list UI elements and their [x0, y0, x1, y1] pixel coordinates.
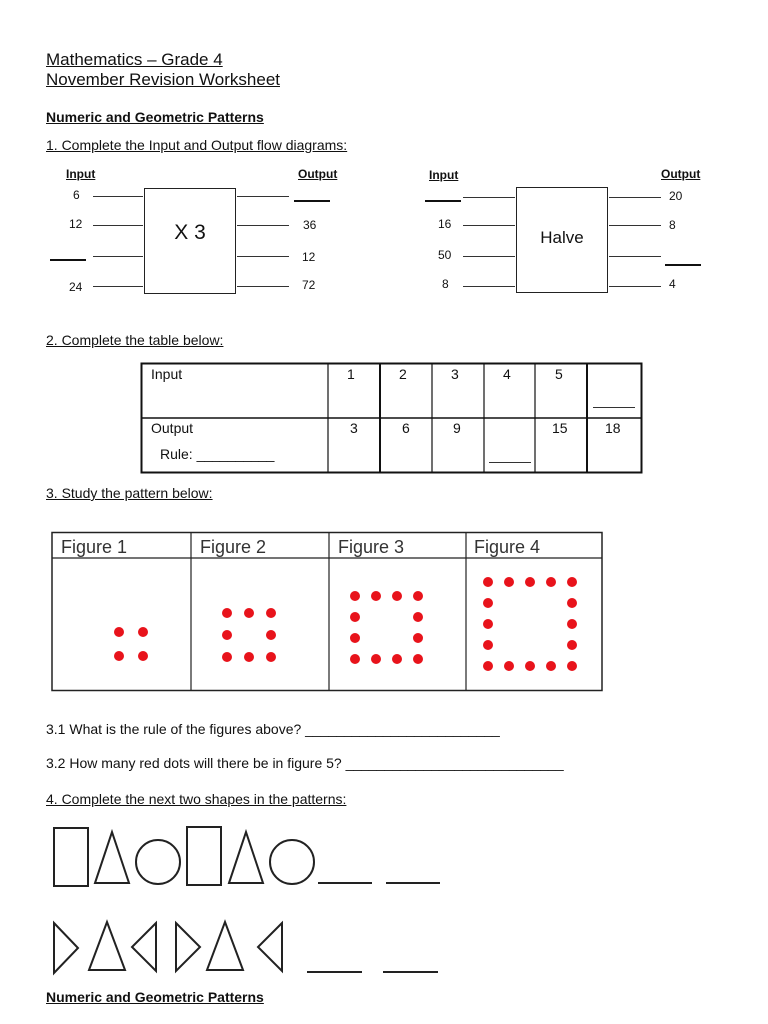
red-dot-figure-4 [483, 640, 493, 650]
red-dot-figure-4 [483, 619, 493, 629]
table-cell: 3 [350, 420, 358, 436]
red-dot-figure-2 [222, 652, 232, 662]
output-label: Output [661, 167, 701, 181]
worksheet-title: November Revision Worksheet [46, 70, 280, 89]
rectangle-shape [54, 828, 88, 886]
input-value: 6 [73, 188, 80, 202]
table-cell: 3 [451, 366, 459, 382]
red-dot-figure-1 [138, 627, 148, 637]
red-dot-figure-3 [371, 654, 381, 664]
red-dot-figure-4 [504, 577, 514, 587]
red-dot-figure-1 [138, 651, 148, 661]
operation-label: X 3 [174, 221, 206, 244]
red-dot-figure-4 [525, 661, 535, 671]
red-dot-figure-3 [392, 654, 402, 664]
question-1-prompt: 1. Complete the Input and Output flow diagrams: [46, 137, 348, 153]
shape-pattern-row-1 [54, 827, 440, 886]
output-value: 4 [669, 277, 676, 291]
table-cell: 1 [347, 366, 355, 382]
circle-shape [136, 840, 180, 884]
question-4-prompt: 4. Complete the next two shapes in the patterns: [46, 791, 347, 807]
red-dot-figure-3 [413, 633, 423, 643]
question-2-prompt: 2. Complete the table below: [46, 332, 224, 348]
red-dot-figure-4 [483, 661, 493, 671]
question-3-prompt: 3. Study the pattern below: [46, 485, 213, 501]
red-dot-figure-4 [567, 640, 577, 650]
table-cell: 5 [555, 366, 563, 382]
red-dot-figure-3 [413, 591, 423, 601]
table-row-label-input: Input [151, 366, 183, 382]
question-3-1: 3.1 What is the rule of the figures above? _________________________ [46, 721, 500, 737]
table-rule-label: Rule: __________ [160, 446, 275, 462]
circle-shape [270, 840, 314, 884]
figure-4-label: Figure 4 [474, 537, 541, 557]
footer-section-heading: Numeric and Geometric Patterns [46, 989, 264, 1005]
input-value: 8 [442, 277, 449, 291]
triangle-shape [229, 832, 263, 883]
operation-label: Halve [540, 228, 584, 247]
input-value: 50 [438, 248, 452, 262]
red-dot-figure-2 [266, 652, 276, 662]
figure-1-label: Figure 1 [61, 537, 128, 557]
output-label: Output [298, 167, 338, 181]
red-dot-figure-3 [392, 591, 402, 601]
red-dot-figure-4 [567, 619, 577, 629]
table-cell: 6 [402, 420, 410, 436]
input-value: 12 [69, 217, 83, 231]
red-dot-figure-4 [567, 598, 577, 608]
table-cell: 4 [503, 366, 511, 382]
table-cell: 2 [399, 366, 407, 382]
triangle-up-shape [207, 922, 243, 970]
red-dot-figure-3 [350, 591, 360, 601]
output-value: 12 [302, 250, 316, 264]
red-dot-figure-3 [350, 612, 360, 622]
red-dot-figure-3 [350, 633, 360, 643]
triangle-right-shape [176, 923, 200, 971]
input-value: 24 [69, 280, 83, 294]
table-row-label-output: Output [151, 420, 194, 436]
triangle-left-shape [258, 923, 282, 971]
red-dot-figure-1 [114, 651, 124, 661]
question-3-2: 3.2 How many red dots will there be in figure 5? ____________________________ [46, 755, 564, 771]
section-heading: Numeric and Geometric Patterns [46, 109, 264, 125]
shape-pattern-row-2 [54, 922, 438, 973]
input-label: Input [429, 168, 459, 182]
output-value: 36 [303, 218, 317, 232]
red-dot-figure-2 [222, 630, 232, 640]
output-value: 8 [669, 218, 676, 232]
figure-2-label: Figure 2 [200, 537, 267, 557]
triangle-left-shape [132, 923, 156, 971]
red-dot-figure-4 [546, 661, 556, 671]
table-cell: 9 [453, 420, 461, 436]
red-dot-figure-3 [413, 654, 423, 664]
triangle-up-shape [89, 922, 125, 970]
red-dot-figure-1 [114, 627, 124, 637]
red-dot-figure-2 [222, 608, 232, 618]
red-dot-figure-4 [546, 577, 556, 587]
shape-patterns [0, 815, 768, 985]
rectangle-shape [187, 827, 221, 885]
red-dot-figure-2 [244, 652, 254, 662]
red-dot-figure-2 [266, 630, 276, 640]
red-dot-figure-4 [567, 577, 577, 587]
worksheet-subject: Mathematics – Grade 4 [46, 50, 223, 69]
red-dot-figure-4 [504, 661, 514, 671]
output-value: 20 [669, 189, 683, 203]
red-dot-figure-4 [483, 598, 493, 608]
triangle-shape [95, 832, 129, 883]
table-cell: 15 [552, 420, 568, 436]
input-label: Input [66, 167, 96, 181]
red-dot-figure-4 [483, 577, 493, 587]
red-dot-figure-4 [525, 577, 535, 587]
figure-3-label: Figure 3 [338, 537, 405, 557]
red-dot-figure-3 [350, 654, 360, 664]
red-dot-figure-2 [244, 608, 254, 618]
red-dot-figure-4 [567, 661, 577, 671]
red-dot-figure-3 [371, 591, 381, 601]
output-value: 72 [302, 278, 316, 292]
red-dot-figure-3 [413, 612, 423, 622]
red-dot-figure-2 [266, 608, 276, 618]
table-cell: 18 [605, 420, 621, 436]
input-value: 16 [438, 217, 452, 231]
triangle-right-shape [54, 923, 78, 973]
